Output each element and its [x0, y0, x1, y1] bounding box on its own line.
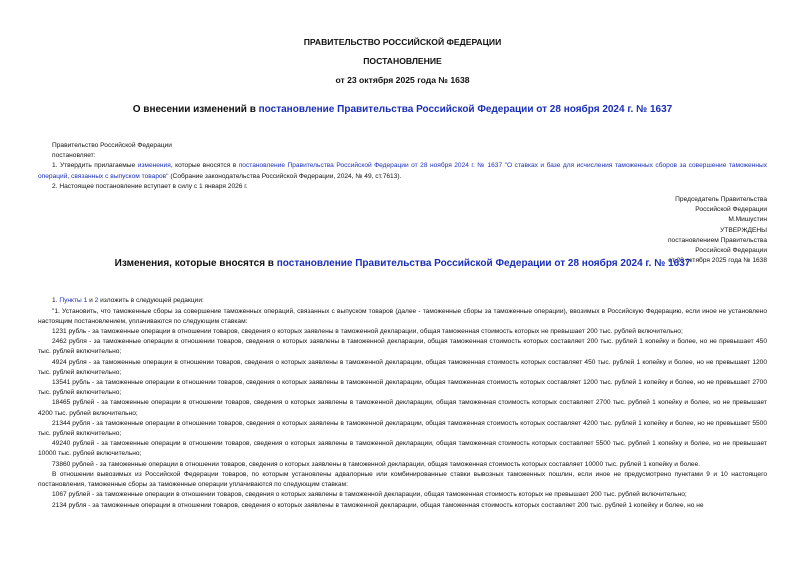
- item-1-text-a: 1. Утвердить прилагаемые: [52, 162, 138, 170]
- paragraph: 4924 рубля - за таможенные операции в отношении товаров, сведения о которых заявлены в таможенной декларации, общая таможенная стоимость которых составляет 450 тыс. рублей 1 копейку и более, но не превышает 1200 тыс. рублей включительно;: [38, 358, 767, 376]
- approved-label: УТВЕРЖДЕНЫ: [720, 226, 767, 234]
- changes-item-and: и: [87, 297, 95, 305]
- preamble-line-1: Правительство Российской Федерации: [52, 142, 172, 149]
- changes-item-number: 1.: [52, 297, 60, 305]
- paragraph: 1067 рублей - за таможенные операции в отношении товаров, сведения о которых заявлены в таможенной декларации, общая таможенная стоимость которых не превышает 200 тыс. рублей включительно;: [52, 491, 687, 499]
- signature-role-1: Председатель Правительства: [675, 196, 767, 204]
- document-date-number: от 23 октября 2025 года № 1638: [335, 75, 470, 85]
- paragraph: 73860 рублей - за таможенные операции в отношении товаров, сведения о которых заявлены в таможенной декларации, общая таможенная стоимость которых составляет 10000 тыс. рублей 1 копейку и более.: [52, 460, 701, 468]
- changes-body: [38, 296, 767, 510]
- approved-government: Российской Федерации: [695, 247, 767, 255]
- government-name: ПРАВИТЕЛЬСТВО РОССИЙСКОЙ ФЕДЕРАЦИИ: [303, 37, 502, 47]
- document-type: ПОСТАНОВЛЕНИЕ: [363, 56, 442, 66]
- paragraph: 21344 рубля - за таможенные операции в отношении товаров, сведения о которых заявлены в таможенной декларации, общая таможенная стоимость которых составляет 4200 тыс. рублей 1 копейку и более, но не превышает 5500 тыс. рублей включительно;: [38, 419, 767, 438]
- item-1-changes-link[interactable]: изменения: [137, 162, 171, 170]
- preamble: [38, 141, 767, 161]
- item-1-text-c: (Собрание законодательства Российской Федерации, 2024, № 49, ст.7613).: [168, 172, 402, 180]
- changes-item-1: [38, 296, 767, 306]
- approved-date-number: от 23 октября 2025 года № 1638: [668, 257, 767, 265]
- approved-by: постановлением Правительства: [667, 236, 767, 244]
- item-1-text-b: , которые вносятся в: [170, 162, 239, 170]
- paragraph: 2462 рубля - за таможенные операции в отношении товаров, сведения о которых заявлены в таможенной декларации, общая таможенная стоимость которых составляет 200 тыс. рублей 1 копейку и более, но не превышает 450 тыс. рублей включительно;: [38, 338, 767, 356]
- changes-title-prefix: Изменения, которые вносятся в: [114, 258, 277, 270]
- signature-block: [38, 195, 767, 266]
- paragraph: 1231 рубль - за таможенные операции в отношении товаров, сведения о которых заявлены в таможенной декларации, общая таможенная стоимость которых не превышает 200 тыс. рублей включительно;: [52, 328, 683, 336]
- paragraph: 49240 рублей - за таможенные операции в отношении товаров, сведения о которых заявлены в таможенной декларации, общая таможенная стоимость которых составляет 5500 тыс. рублей 1 копейку и более, но не превышает 10000 тыс. рублей включительно;: [38, 440, 767, 458]
- item-1-resolution-link[interactable]: постановление Правительства Российской Федерации от 28 ноября 2024 г. № 1637 "О ставках и базе для исчисления таможенных сборов за совершение таможенных операций, связанных с выпуском товаров": [38, 162, 767, 180]
- document-title: [38, 104, 767, 115]
- signature-name: М.Мишустин: [728, 216, 767, 224]
- changes-item-rest: изложить в следующей редакции:: [98, 297, 204, 305]
- paragraph: В отношении вывозимых из Российской Федерации товаров, по которым установлены адвалорные или комбинированные ставки вывозных таможенных пошлин, если иное не предусмотрено пунктами 9 и 10 настоящего постановления, таможенные сборы за таможенные операции уплачиваются по следующим ставкам:: [38, 470, 767, 489]
- paragraph: 13541 рубль - за таможенные операции в отношении товаров, сведения о которых заявлены в таможенной декларации, общая таможенная стоимость которых составляет 1200 тыс. рублей 1 копейку и более, но не превышает 2700 тыс. рублей включительно;: [38, 379, 767, 397]
- point-2-link[interactable]: 2: [94, 297, 99, 305]
- point-1-link[interactable]: Пункты 1: [59, 297, 88, 305]
- changes-title: [38, 258, 767, 269]
- title-prefix: О внесении изменений в: [132, 104, 259, 115]
- paragraph: 18465 рублей - за таможенные операции в отношении товаров, сведения о которых заявлены в таможенной декларации, общая таможенная стоимость которых составляет 2700 тыс. рублей 1 копейку и более, но не превышает 4200 тыс. рублей включительно;: [38, 399, 767, 417]
- paragraph: "1. Установить, что таможенные сборы за совершение таможенных операций, связанных с выпуском товаров (далее - таможенные сборы за таможенные операции), ввозимых в Российскую Федерацию, если иное не установлено настоящим постановлением, уплачиваются по следующим ставкам:: [38, 307, 767, 325]
- item-2: 2. Настоящее постановление вступает в силу с 1 января 2026 г.: [52, 182, 248, 190]
- changes-title-link[interactable]: постановление Правительства Российской Федерации от 28 ноября 2024 г. № 1637: [276, 258, 691, 270]
- title-link[interactable]: постановление Правительства Российской Федерации от 28 ноября 2024 г. № 1637: [258, 104, 673, 115]
- paragraph: 2134 рубля - за таможенные операции в отношении товаров, сведения о которых заявлены в таможенной декларации, общая таможенная стоимость которых составляет 200 тыс. рублей 1 копейку и более, но не: [52, 501, 704, 509]
- signature-role-2: Российской Федерации: [695, 206, 767, 214]
- preamble-line-2: постановляет:: [52, 152, 96, 160]
- item-1: [38, 161, 767, 181]
